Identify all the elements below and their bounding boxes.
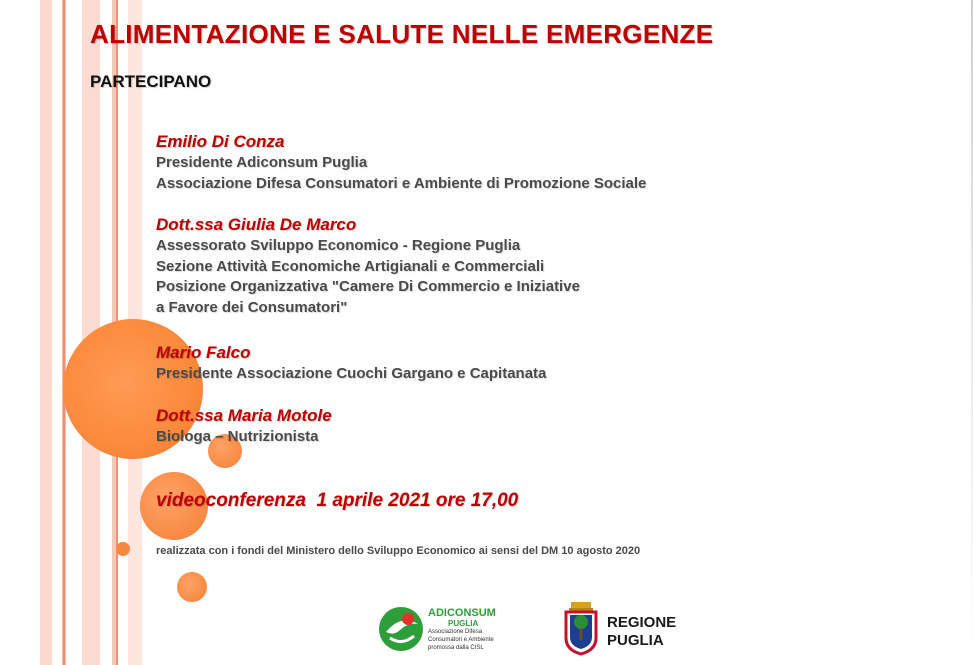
participant-role: Biologa – Nutrizionista	[156, 427, 319, 445]
regione-line1: REGIONE	[607, 614, 677, 631]
regione-line2: PUGLIA	[607, 632, 664, 649]
participant-item	[156, 131, 936, 194]
page-title: ALIMENTAZIONE E SALUTE NELLE EMERGENZE	[90, 19, 714, 49]
adiconsum-logo-text	[428, 608, 496, 652]
regione-text	[607, 614, 676, 650]
adiconsum-name: ADICONSUM	[428, 607, 496, 619]
participant-name: Emilio Di Conza	[156, 132, 285, 151]
participant-role: a Favore dei Consumatori"	[156, 298, 348, 316]
participant-role: Posizione Organizzativa "Camere Di Commercio e Iniziative	[156, 278, 580, 295]
event-datetime: videoconferenza 1 aprile 2021 ore 17,00	[156, 490, 519, 511]
participant-name: Dott.ssa Giulia De Marco	[156, 215, 357, 234]
participant-name: Mario Falco	[156, 343, 251, 362]
participant-item	[156, 405, 936, 448]
participant-name: Dott.ssa Maria Motole	[156, 405, 332, 425]
decorative-circle	[177, 572, 207, 602]
adiconsum-logo	[378, 604, 518, 654]
participant-role: Assessorato Sviluppo Economico - Regione Puglia	[156, 237, 521, 254]
stripe-line	[63, 0, 65, 665]
decorative-circle-small	[116, 542, 130, 556]
participant-role: Presidente Associazione Cuochi Gargano e Capitanata	[156, 365, 547, 382]
regione-puglia-logo	[563, 600, 703, 656]
adiconsum-desc: promossa dalla CISL	[428, 645, 484, 651]
participant-item	[156, 342, 936, 385]
participant-role: Sezione Attività Economiche Artigianali e Commerciali	[156, 257, 545, 275]
regione-crest-icon	[563, 600, 599, 656]
participants-list	[156, 131, 936, 467]
adiconsum-desc: Consumatori e Ambiente	[428, 637, 494, 643]
adiconsum-logo-icon	[378, 606, 424, 652]
participant-role: Presidente Adiconsum Puglia	[156, 154, 368, 171]
adiconsum-region: PUGLIA	[448, 619, 479, 628]
funding-note: realizzata con i fondi del Ministero dello Sviluppo Economico ai sensi del DM 10 agosto 2020	[156, 545, 641, 557]
participant-item	[156, 214, 936, 318]
section-heading: PARTECIPANO	[90, 72, 212, 91]
participant-role: Associazione Difesa Consumatori e Ambiente di Promozione Sociale	[156, 174, 647, 192]
adiconsum-desc: Associazione Difesa	[428, 629, 483, 635]
